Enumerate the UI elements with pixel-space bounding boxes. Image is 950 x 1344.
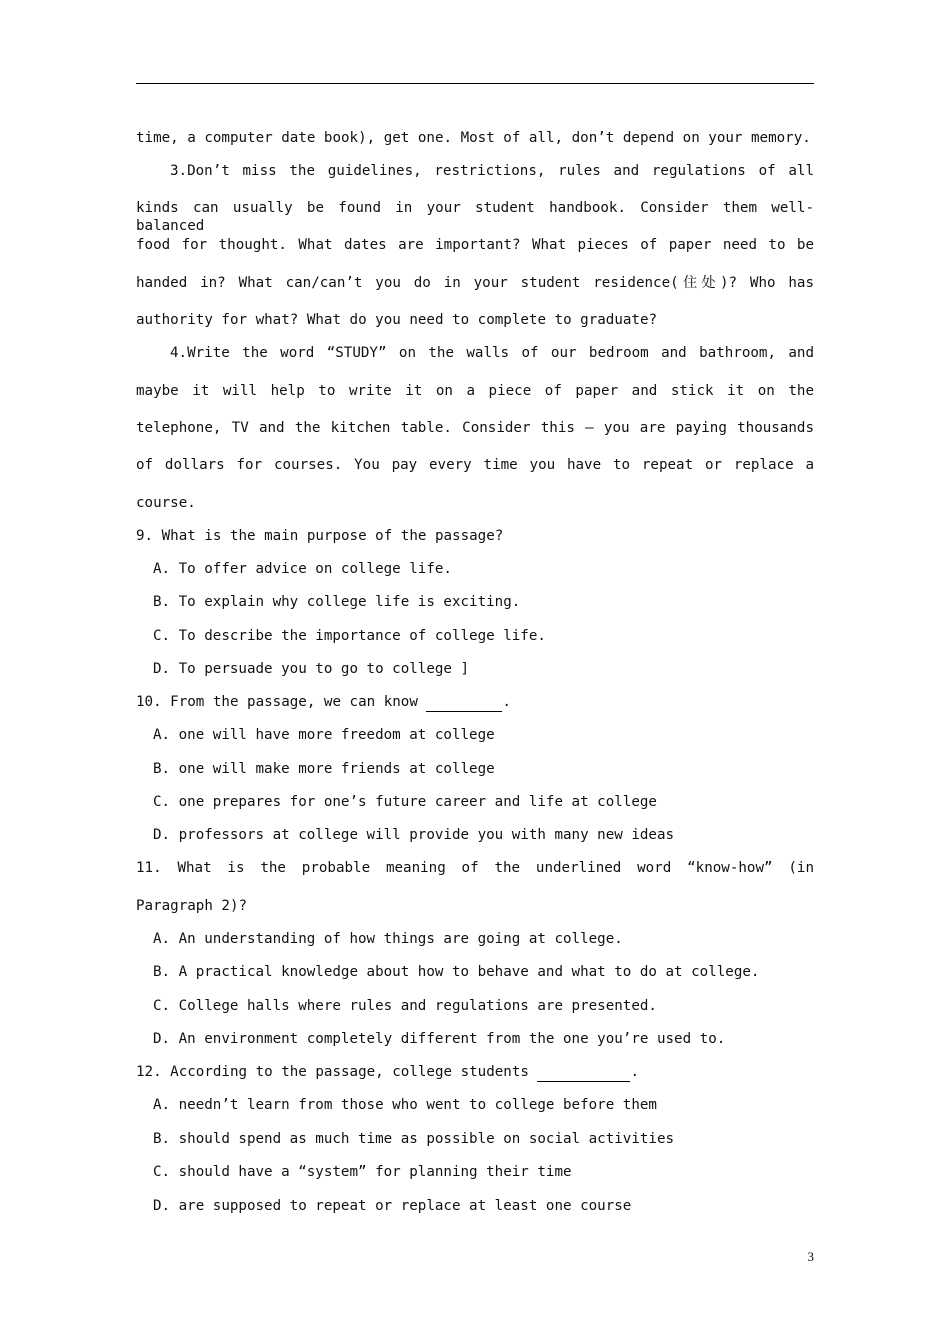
question-12-stem-text: 12. According to the passage, college students (136, 1064, 538, 1080)
question-9-option-d: D. To persuade you to go to college ] (153, 661, 470, 677)
question-10-stem-text: 10. From the passage, we can know (136, 694, 427, 710)
question-11-option-a: A. An understanding of how things are going at college. (153, 931, 623, 947)
question-10-option-d: D. professors at college will provide you with many new ideas (153, 827, 675, 843)
passage-line: course. (136, 495, 196, 511)
answer-blank (426, 693, 502, 712)
question-10-option-c: C. one prepares for one’s future career and life at college (153, 794, 657, 810)
question-9-option-b: B. To explain why college life is exciting. (153, 594, 521, 610)
question-11-option-c: C. College halls where rules and regulations are presented. (153, 998, 657, 1014)
passage-line: handed in? What can/can’t you do in your student residence(住处)? Who has (136, 275, 814, 291)
passage-line: 4.Write the word “STUDY” on the walls of our bedroom and bathroom, and (170, 345, 814, 361)
question-10-stem (136, 693, 814, 712)
question-10-option-b: B. one will make more friends at college (153, 761, 495, 777)
passage-line: of dollars for courses. You pay every time you have to repeat or replace a (136, 457, 814, 473)
question-11-stem: 11. What is the probable meaning of the underlined word “know-how” (in (136, 860, 814, 876)
question-11-stem-cont: Paragraph 2)? (136, 898, 248, 914)
header-rule (136, 83, 814, 84)
question-9-stem: 9. What is the main purpose of the passage? (136, 528, 504, 544)
answer-blank (537, 1063, 630, 1082)
question-10-stem-end: . (502, 694, 511, 710)
passage-line: time, a computer date book), get one. Most of all, don’t depend on your memory. (136, 130, 811, 146)
question-11-option-b: B. A practical knowledge about how to behave and what to do at college. (153, 964, 760, 980)
question-12-option-d: D. are supposed to repeat or replace at least one course (153, 1198, 632, 1214)
question-11-option-d: D. An environment completely different from the one you’re used to. (153, 1031, 726, 1047)
question-12-option-a: A. needn’t learn from those who went to college before them (153, 1097, 657, 1113)
passage-line: 3.Don’t miss the guidelines, restrictions, rules and regulations of all (170, 163, 814, 179)
passage-line: authority for what? What do you need to complete to graduate? (136, 312, 658, 328)
question-10-option-a: A. one will have more freedom at college (153, 727, 495, 743)
question-9-option-c: C. To describe the importance of college life. (153, 628, 546, 644)
passage-line: kinds can usually be found in your student handbook. Consider them well-balanced (136, 200, 814, 234)
question-9-option-a: A. To offer advice on college life. (153, 561, 452, 577)
passage-line: telephone, TV and the kitchen table. Consider this – you are paying thousands (136, 420, 814, 436)
question-12-stem (136, 1063, 814, 1082)
question-12-option-c: C. should have a “system” for planning their time (153, 1164, 572, 1180)
passage-line: food for thought. What dates are important? What pieces of paper need to be (136, 237, 814, 253)
question-12-stem-end: . (630, 1064, 640, 1080)
question-12-option-b: B. should spend as much time as possible on social activities (153, 1131, 675, 1147)
page-number: 3 (807, 1249, 814, 1264)
passage-line: maybe it will help to write it on a piece of paper and stick it on the (136, 383, 814, 399)
